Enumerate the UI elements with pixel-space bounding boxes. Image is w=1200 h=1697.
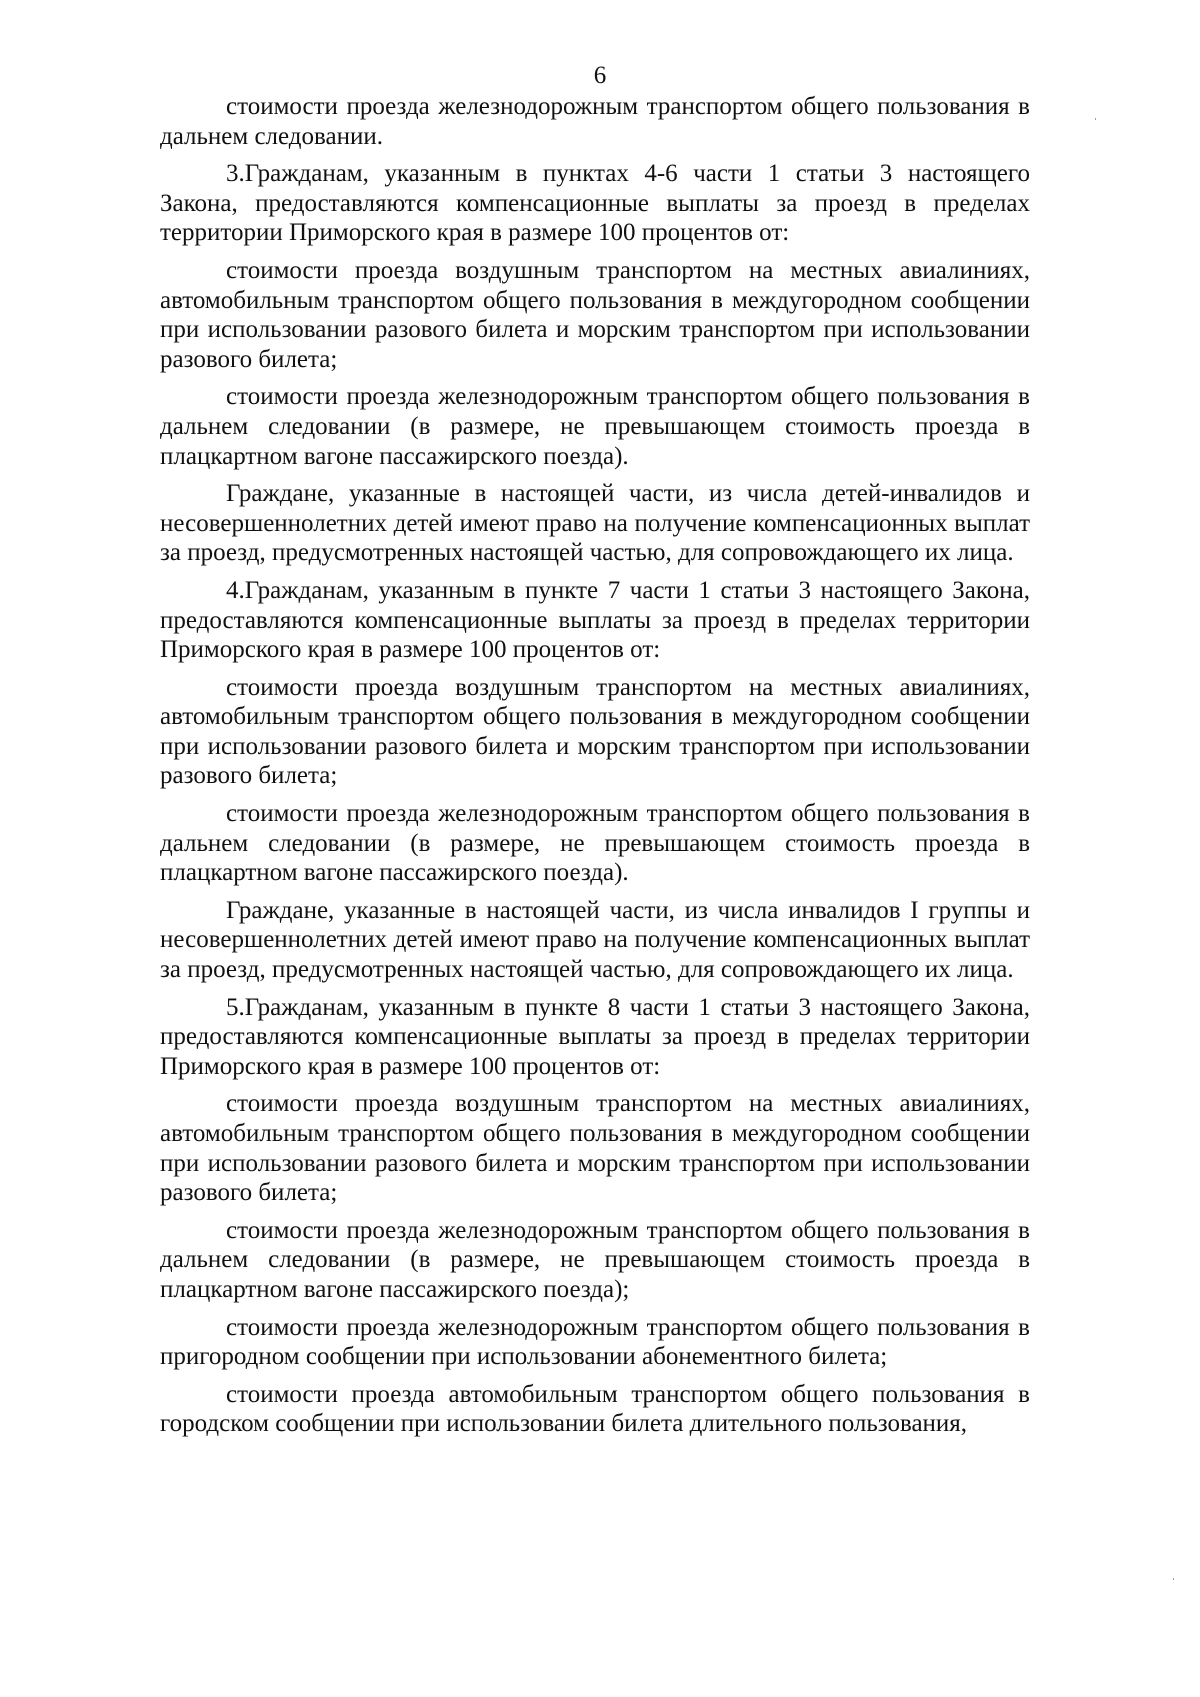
page-number: 6 — [593, 62, 607, 89]
paragraph: стоимости проезда железнодорожным транспортом общего пользования в дальнем следовании (в размере, не превышающем стоимость проезда в плацкартном вагоне пассажирского поезда). — [160, 800, 1030, 887]
scan-speck — [1173, 1578, 1174, 1580]
scan-speck — [1095, 118, 1096, 120]
paragraph: 4.Гражданам, указанным в пункте 7 части 1 статьи 3 настоящего Закона, предоставляются компенсационные выплаты за проезд в пределах территории Приморского края в размере 100 процентов от: — [160, 576, 1030, 664]
paragraph: стоимости проезда железнодорожным транспортом общего пользования в дальнем следовании (в размере, не превышающем стоимость проезда в плацкартном вагоне пассажирского поезда). — [160, 383, 1030, 470]
paragraph: стоимости проезда железнодорожным транспортом общего пользования в дальнем следовании. — [160, 93, 1030, 150]
paragraph: стоимости проезда железнодорожным транспортом общего пользования в дальнем следовании (в размере, не превышающем стоимость проезда в плацкартном вагоне пассажирского поезда); — [160, 1216, 1030, 1303]
paragraph: стоимости проезда автомобильным транспортом общего пользования в городском сообщении при использовании билета длительного пользования, — [160, 1380, 1030, 1438]
paragraph: стоимости проезда воздушным транспортом на местных авиалиниях, автомобильным транспортом общего пользования в междугородном сообщении при использовании разового билета и морским транспортом при использовании разового билета; — [160, 673, 1030, 790]
paragraph: стоимости проезда железнодорожным транспортом общего пользования в пригородном сообщении при использовании абонементного билета; — [160, 1313, 1030, 1371]
paragraph: 3.Гражданам, указанным в пунктах 4-6 части 1 статьи 3 настоящего Закона, предоставляются компенсационные выплаты за проезд в пределах территории Приморского края в размере 100 процентов от: — [160, 160, 1030, 247]
paragraph: Граждане, указанные в настоящей части, из числа детей-инвалидов и несовершеннолетних детей имеют право на получение компенсационных выплат за проезд, предусмотренных настоящей частью, для сопровождающего их лица. — [160, 480, 1030, 567]
paragraph: 5.Гражданам, указанным в пункте 8 части 1 статьи 3 настоящего Закона, предоставляются компенсационные выплаты за проезд в пределах территории Приморского края в размере 100 процентов от: — [160, 993, 1030, 1080]
paragraph: стоимости проезда воздушным транспортом на местных авиалиниях, автомобильным транспортом общего пользования в междугородном сообщении при использовании разового билета и морским транспортом при использовании разового билета; — [160, 256, 1030, 373]
paragraph: стоимости проезда воздушным транспортом на местных авиалиниях, автомобильным транспортом общего пользования в междугородном сообщении при использовании разового билета и морским транспортом при использовании разового билета; — [160, 1090, 1030, 1207]
body-text — [160, 92, 1030, 1439]
paragraph: Граждане, указанные в настоящей части, из числа инвалидов I группы и несовершеннолетних детей имеют право на получение компенсационных выплат за проезд, предусмотренных настоящей частью, для сопровождающего их лица. — [160, 896, 1030, 984]
